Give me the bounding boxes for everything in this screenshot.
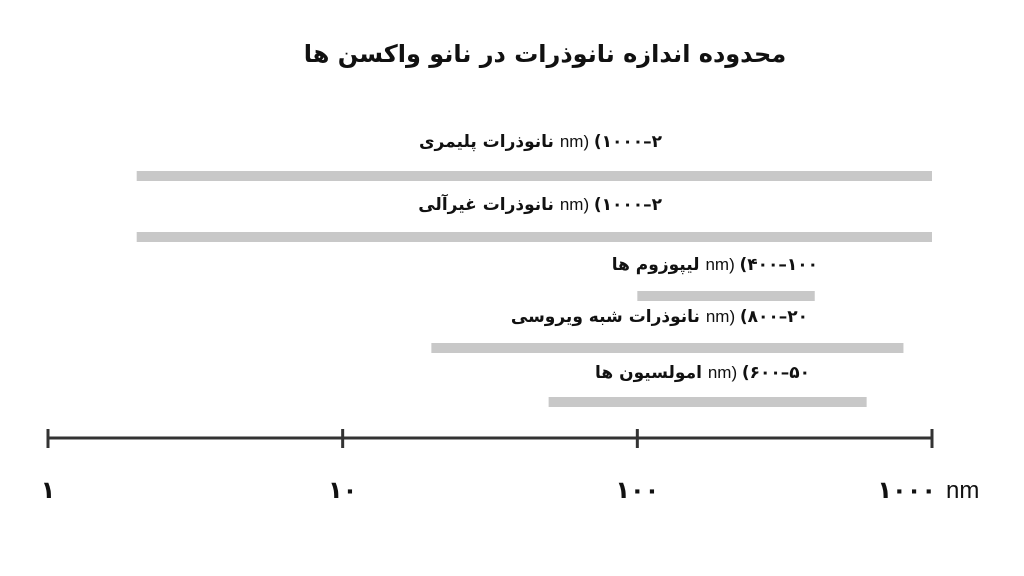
bar-label-name: نانوذرات شبه ویروسی [510,307,706,327]
bar-label [418,193,662,215]
bar-label-range: (۱۰۰۰–۲ [593,132,662,152]
bar-label-unit: nm) [705,307,740,326]
bar-label-range: (۴۰۰–۱۰۰ [739,255,818,275]
bar-label-range: (۸۰۰–۲۰ [739,307,808,327]
bar-label [595,363,810,383]
bar-label-unit: nm) [705,255,740,274]
range-bar [549,397,867,407]
bar-label [612,255,818,275]
x-axis-ticks [41,429,936,504]
bar-label-unit: nm) [559,195,594,214]
x-axis-unit: nm [946,477,980,504]
x-tick-label: ۱۰۰۰ [877,476,936,504]
bar-label-name: امولسیون ها [595,363,708,383]
bar-label-name: نانوذرات پلیمری [418,132,560,152]
bar-label [419,132,663,152]
range-bar [137,171,932,181]
chart-title: محدوده اندازه نانوذرات در نانو واکسن ها [303,40,787,68]
bar-label-unit: nm) [559,132,594,151]
bar-label-unit: nm) [707,363,742,382]
x-tick-label: ۱۰۰ [615,476,660,504]
bar-label-name: نانوذرات غیرآلی [418,195,560,215]
x-tick-label: ۱ [40,476,56,504]
bar-label-name: لیپوزوم ها [611,255,706,275]
bar-label [511,307,808,327]
bar-label-range: (۱۰۰۰–۲ [593,195,662,215]
bar-label-range: (۶۰۰–۵۰ [741,363,810,383]
range-bar [637,291,814,301]
x-tick-label: ۱۰ [328,476,358,504]
range-bar [137,232,932,242]
range-bar [431,343,903,353]
